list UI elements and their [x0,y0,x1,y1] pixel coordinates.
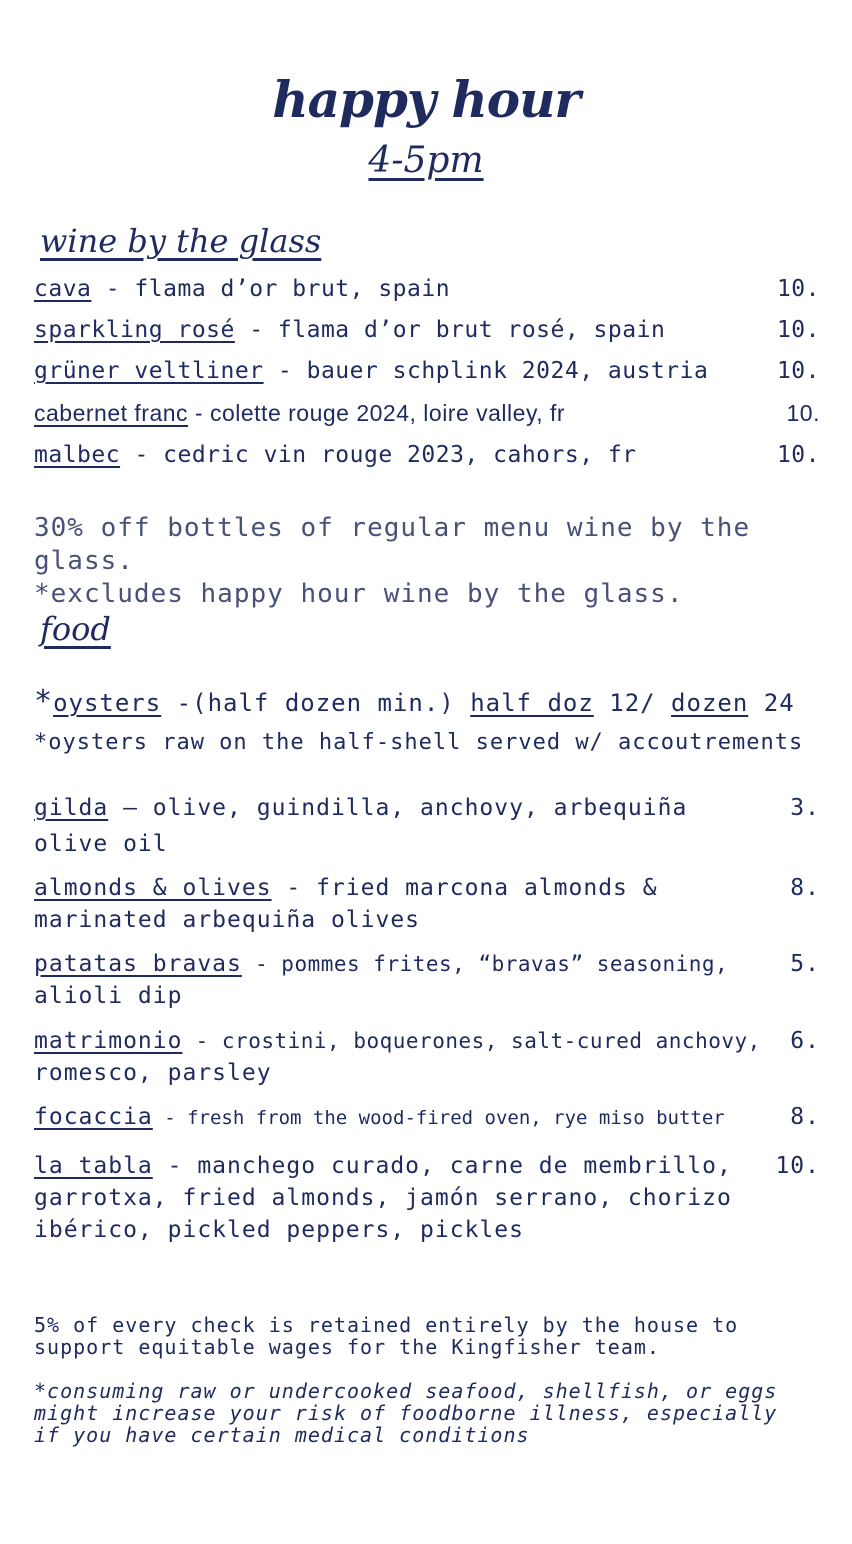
oysters-row [34,684,820,719]
food-item-price: 8. [790,875,820,901]
food-item-desc: - pommes frites, “bravas” seasoning, [241,952,729,976]
wine-item-name: cava [34,276,92,302]
food-item-desc-cont: romesco, parsley [34,1060,272,1086]
oysters-raw-marker: * [34,684,54,719]
oysters-name: oysters [53,689,162,717]
food-item-row [34,872,820,936]
oysters-half-dozen-label: half doz [470,689,594,717]
wine-item-row [34,442,820,468]
wine-item-name: sparkling rosé [34,317,235,343]
food-item-price: 5. [790,951,820,977]
happy-hour-times [0,140,852,181]
food-item-row [34,1101,820,1134]
wine-item-row [34,358,820,384]
oysters-half-dozen-price: 12/ [593,689,672,717]
food-section-heading: food [40,610,111,648]
wine-item-row [34,400,820,427]
wine-section-heading: wine by the glass [40,222,322,260]
wine-item-desc: - flama d’or brut, spain [91,276,451,302]
food-item-name: matrimonio [34,1028,183,1054]
food-item-name: focaccia [34,1104,153,1130]
food-item-row [34,948,820,1012]
hours-text: 4-5pm [368,140,484,181]
food-item-row [34,1150,820,1246]
wages-note: 5% of every check is retained entirely by the house to support equitable wages for the Kingfisher team. [34,1313,739,1359]
wine-item-price: 10. [776,317,820,343]
food-item-desc-cont: garrotxa, fried almonds, jamón serrano, chorizo [34,1185,732,1211]
page-title: happy hour [272,70,580,129]
oysters-dozen-price: 24 [748,689,795,717]
raw-food-warning: *consuming raw or undercooked seafood, shellfish, or eggs might increase your risk of foodborne illness, especially if you have certain medical conditions [34,1379,778,1447]
wine-item-desc: - colette rouge 2024, loire valley, fr [188,400,566,426]
food-item-desc-cont: ibérico, pickled peppers, pickles [34,1217,524,1243]
food-item-desc: - fresh from the wood-fired oven, rye miso butter [152,1107,725,1129]
oysters-note: *oysters raw on the half-shell served w/ accoutrements [34,730,804,755]
wine-item-desc: - flama d’or brut rosé, spain [234,317,666,343]
wine-item-row [34,276,820,302]
wine-item-price: 10. [776,276,820,302]
oysters-dozen-label: dozen [671,689,749,717]
food-item-price: 8. [790,1104,820,1130]
wine-item-price: 10. [776,358,820,384]
wine-item-name: malbec [34,442,121,468]
food-item-desc-cont: alioli dip [34,983,183,1009]
food-item-desc-cont: marinated arbequiña olives [34,907,421,933]
wine-item-price: 10. [776,442,820,468]
wine-item-name: cabernet franc [34,400,189,426]
food-item-name: almonds & olives [34,875,272,901]
wine-item-name: grüner veltliner [34,358,264,384]
bottle-promo [34,512,852,611]
food-item-price: 6. [790,1028,820,1054]
oysters-minimum: -(half dozen min.) [161,689,471,717]
promo-exclusion: *excludes happy hour wine by the glass. [34,579,684,609]
food-item-name: gilda [34,795,109,821]
wine-item-desc: - bauer schplink 2024, austria [263,358,709,384]
food-item-name: la tabla [34,1153,153,1179]
promo-line: 30% off bottles of regular menu wine by the glass. [34,513,751,576]
food-item-desc: - crostini, boquerones, salt-cured anchovy, [182,1029,761,1053]
food-item-desc: - manchego curado, carne de membrillo, [152,1153,732,1179]
wine-item-desc: - cedric vin rouge 2023, cahors, fr [120,442,637,468]
wine-item-row [34,317,820,343]
food-item-price: 3. [790,795,820,821]
food-item-desc: — olive, guindilla, anchovy, arbequiña [108,795,688,821]
food-item-row [34,1025,820,1089]
food-item-row [34,792,820,860]
food-item-desc: - fried marcona almonds & [271,875,658,901]
food-item-desc-cont: olive oil [34,831,168,857]
wine-item-price: 10. [786,400,820,426]
food-item-name: patatas bravas [34,951,242,977]
food-item-price: 10. [775,1153,820,1179]
